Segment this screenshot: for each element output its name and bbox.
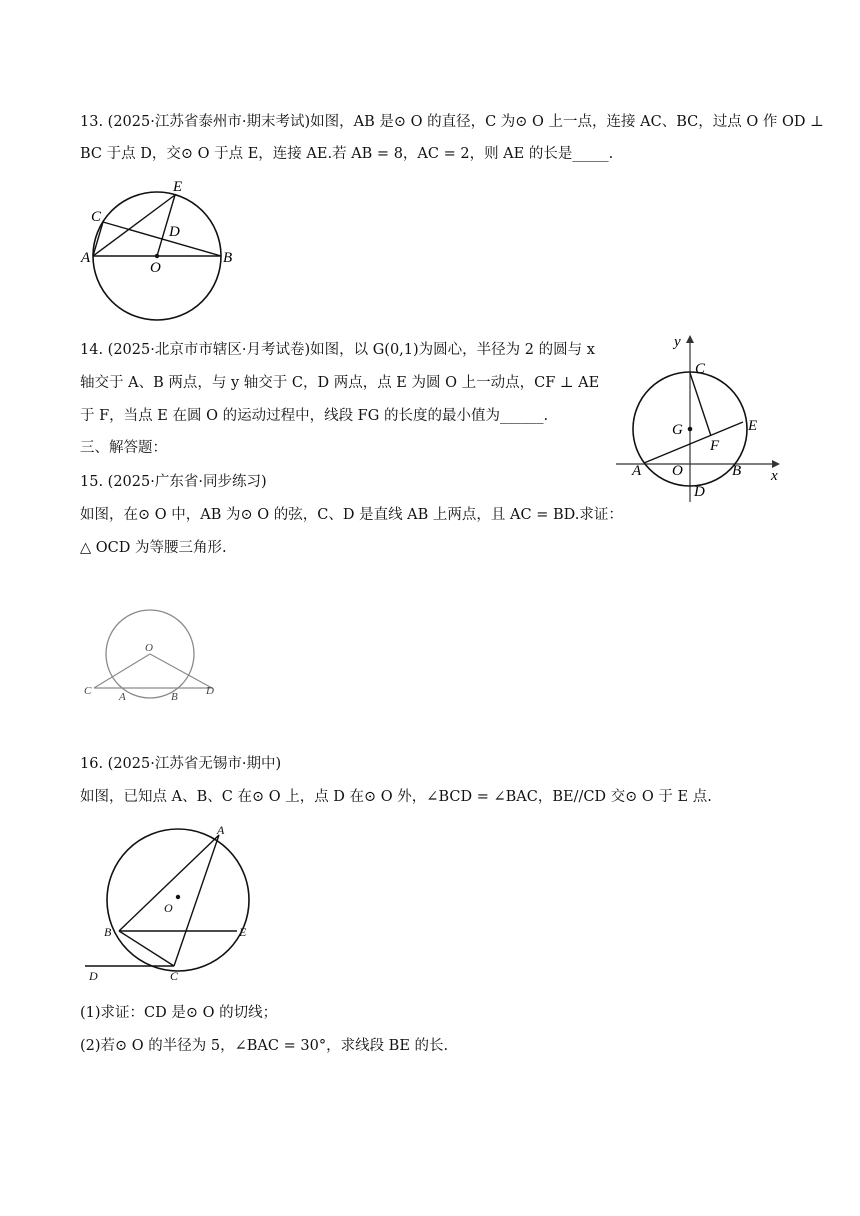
q16-part2: (2)若⊙ O 的半径为 5，∠BAC = 30°，求线段 BE 的长. [80,1038,449,1054]
q14-label-y: y [674,334,681,350]
q13-label-e: E [173,179,183,195]
q13-label-a: A [81,250,91,266]
q16-label-o: O [164,901,173,915]
q16-part1: (1)求证：CD 是⊙ O 的切线； [80,1005,278,1021]
q16-label-d: D [89,969,98,983]
q15-text-line3: △ OCD 为等腰三角形. [80,540,227,556]
q13-label-o: O [150,260,161,276]
q15-label-b: B [171,691,178,703]
q14-text-line1: 14. (2025·北京市市辖区·月考试卷)如图，以 G(0,1)为圆心，半径为 2 的圆与 x [80,342,595,358]
q16-label-c: C [170,969,179,983]
section-heading: 三、解答题： [80,440,167,456]
q14-label-f: F [710,438,720,454]
q16-figure [80,822,270,987]
q14-figure [610,330,790,505]
q14-text-line2: 轴交于 A、B 两点，与 y 轴交于 C，D 两点，点 E 为圆 O 上一动点，CF ⊥ AE [80,375,600,391]
q14-label-e: E [748,418,758,434]
q14-label-c: C [695,361,706,377]
q15-label-a: A [119,691,126,703]
q13-label-b: B [223,250,233,266]
q15-label-c: C [84,685,92,697]
q15-text-line1: 15. (2025·广东省·同步练习) [80,474,267,490]
q13-text-line1: 13. (2025·江苏省泰州市·期末考试)如图，AB 是⊙ O 的直径，C 为⊙ O 上一点，连接 AC、BC，过点 O 作 OD ⊥ [80,114,824,130]
q15-text-line2: 如图，在⊙ O 中，AB 为⊙ O 的弦，C、D 是直线 AB 上两点，且 AC = BD.求证： [80,507,623,523]
q14-label-x: x [771,468,778,484]
q15-label-o: O [145,642,153,654]
q14-label-g: G [672,422,683,438]
q14-text-line3: 于 F，当点 E 在圆 O 的运动过程中，线段 FG 的长度的最小值为______. [80,408,549,424]
q13-label-d: D [169,224,180,240]
q15-figure [80,605,230,705]
q15-label-d: D [206,685,214,697]
q16-text-line2: 如图，已知点 A、B、C 在⊙ O 上，点 D 在⊙ O 外，∠BCD = ∠BAC，BE//CD 交⊙ O 于 E 点. [80,789,712,805]
q16-label-b: B [104,925,112,939]
q14-label-d: D [694,484,705,500]
q13-text-line2: BC 于点 D，交⊙ O 于点 E，连接 AE.若 AB = 8，AC = 2，则 AE 的长是_____. [80,146,614,162]
q16-text-line1: 16. (2025·江苏省无锡市·期中) [80,756,282,772]
q16-label-e: E [239,925,247,939]
q13-label-c: C [91,209,102,225]
q14-label-a: A [632,463,642,479]
q13-figure [78,176,248,326]
q14-label-o: O [672,463,683,479]
q16-label-a: A [217,823,225,837]
q14-label-b: B [732,463,742,479]
